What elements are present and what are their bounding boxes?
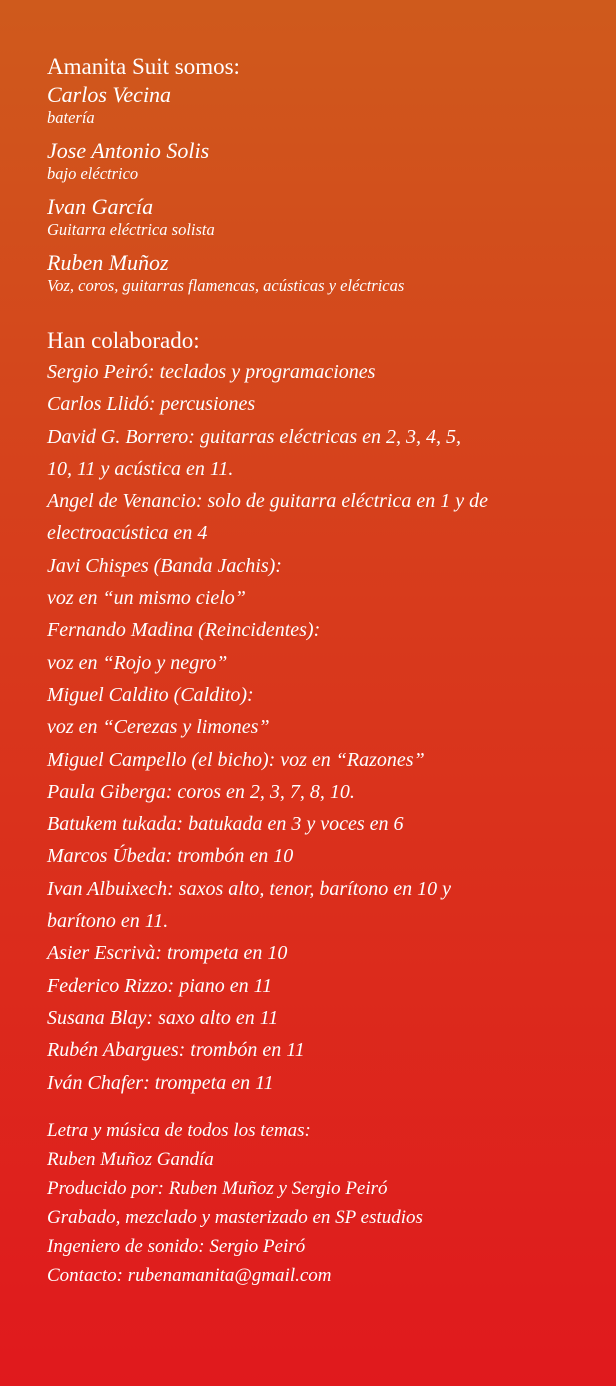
members-list (47, 82, 607, 296)
member-item (47, 138, 607, 184)
collaborator-line: Federico Rizzo: piano en 11 (47, 974, 273, 997)
credits-block (47, 1116, 607, 1290)
collaborator-line: Miguel Caldito (Caldito): (47, 683, 254, 706)
member-name: Carlos Vecina (47, 82, 172, 107)
member-item (47, 82, 607, 128)
collaborator-line: Angel de Venancio: solo de guitarra eléctrica en 1 y de (47, 490, 488, 513)
collaborator-line: Miguel Campello (el bicho): voz en “Razones” (47, 748, 425, 771)
collaborator-line: voz en “Rojo y negro” (47, 651, 228, 674)
credit-line: Producido por: Ruben Muñoz y Sergio Peiró (47, 1177, 388, 1199)
collaborator-line: Rubén Abargues: trombón en 11 (47, 1039, 305, 1062)
collaborator-line: voz en “Cerezas y limones” (47, 716, 270, 739)
member-name: Ruben Muñoz (47, 250, 169, 275)
member-role: Guitarra eléctrica solista (47, 220, 215, 239)
members-heading: Amanita Suit somos: (47, 54, 240, 79)
credit-line: Letra y música de todos los temas: (47, 1119, 311, 1141)
collaborator-line: David G. Borrero: guitarras eléctricas en 2, 3, 4, 5, (47, 425, 462, 448)
member-role: bajo eléctrico (47, 164, 139, 183)
collaborator-line: Ivan Albuixech: saxos alto, tenor, barítono en 10 y (47, 877, 452, 900)
collaborator-line: Sergio Peiró: teclados y programaciones (47, 361, 376, 383)
member-name: Jose Antonio Solis (47, 138, 210, 163)
member-name: Ivan García (47, 194, 154, 219)
collaborator-line: Javi Chispes (Banda Jachis): (47, 554, 282, 577)
member-item (47, 250, 607, 296)
collaborator-line: Batukem tukada: batukada en 3 y voces en 6 (47, 813, 404, 836)
collaborator-line: Marcos Úbeda: trombón en 10 (47, 845, 294, 868)
collaborator-line: Susana Blay: saxo alto en 11 (47, 1006, 279, 1029)
liner-notes (47, 52, 607, 1290)
credit-line: Ingeniero de sonido: Sergio Peiró (47, 1235, 306, 1257)
collaborator-line: voz en “un mismo cielo” (47, 587, 246, 610)
member-role: Voz, coros, guitarras flamencas, acústicas y eléctricas (47, 276, 405, 295)
collaborators-heading: Han colaborado: (47, 328, 200, 353)
contact-line: Contacto: rubenamanita@gmail.com (47, 1264, 332, 1286)
collaborator-line: barítono en 11. (47, 910, 169, 933)
collaborator-line: Iván Chafer: trompeta en 11 (47, 1071, 274, 1094)
credit-line: Grabado, mezclado y masterizado en SP estudios (47, 1206, 423, 1228)
collaborator-line: Paula Giberga: coros en 2, 3, 7, 8, 10. (47, 780, 355, 803)
credit-line: Ruben Muñoz Gandía (47, 1148, 214, 1170)
member-item (47, 194, 607, 240)
member-role: batería (47, 108, 95, 127)
collaborator-line: Carlos Llidó: percusiones (47, 393, 256, 416)
collaborator-line: Asier Escrivà: trompeta en 10 (47, 942, 288, 965)
collaborators-list (47, 356, 607, 1099)
collaborator-line: electroacústica en 4 (47, 522, 208, 545)
collaborator-line: 10, 11 y acústica en 11. (47, 457, 234, 480)
collaborator-line: Fernando Madina (Reincidentes): (47, 619, 321, 642)
